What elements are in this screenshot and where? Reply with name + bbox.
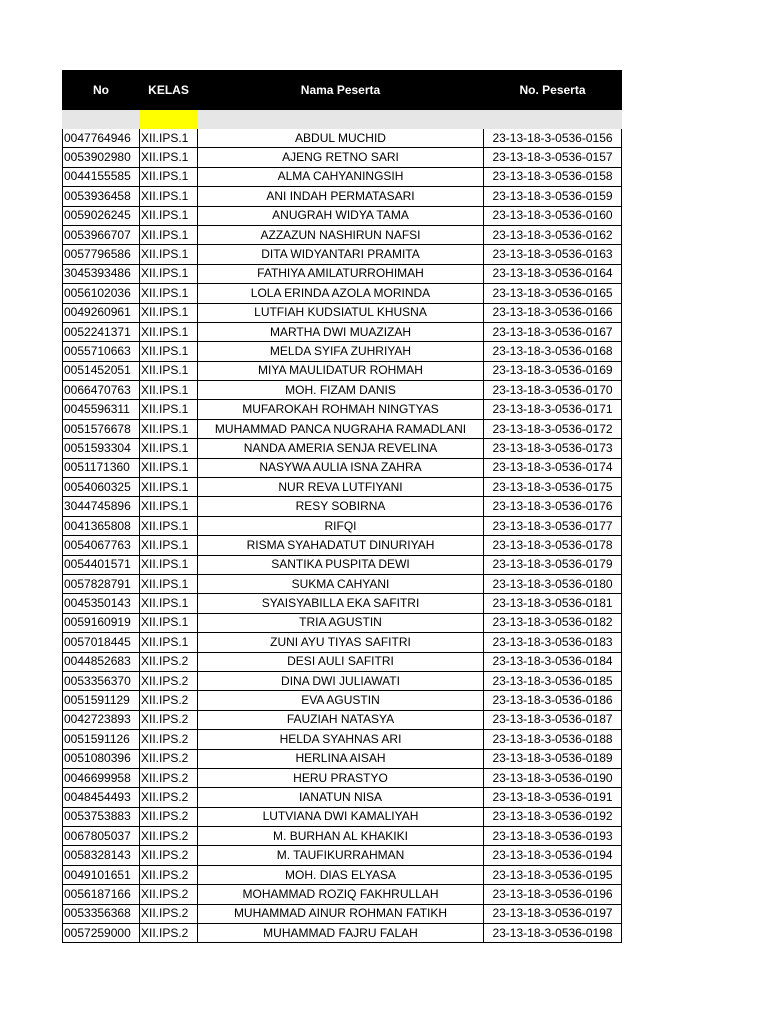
table-row (63, 904, 622, 923)
table-row (63, 555, 622, 574)
cell-nama-peserta: FATHIYA AMILATURROHIMAH (198, 264, 484, 283)
cell-kelas: XII.IPS.1 (140, 264, 198, 283)
cell-no: 0059160919 (63, 613, 140, 632)
cell-no: 3044745896 (63, 497, 140, 516)
table-row (63, 613, 622, 632)
cell-no-peserta: 23-13-18-3-0536-0198 (484, 924, 622, 943)
cell-nama-peserta: ALMA CAHYANINGSIH (198, 167, 484, 186)
table-row (63, 167, 622, 186)
cell-no-peserta: 23-13-18-3-0536-0169 (484, 361, 622, 380)
cell-kelas: XII.IPS.1 (140, 613, 198, 632)
cell-no-peserta: 23-13-18-3-0536-0191 (484, 788, 622, 807)
cell-no: 0051576678 (63, 419, 140, 438)
cell-no-peserta: 23-13-18-3-0536-0178 (484, 536, 622, 555)
cell-no-peserta: 23-13-18-3-0536-0160 (484, 206, 622, 225)
cell-no: 0053936458 (63, 187, 140, 206)
table-row (63, 574, 622, 593)
cell-nama-peserta: SANTIKA PUSPITA DEWI (198, 555, 484, 574)
cell-kelas: XII.IPS.2 (140, 904, 198, 923)
table-row (63, 478, 622, 497)
cell-no: 0044155585 (63, 167, 140, 186)
cell-no: 0051591129 (63, 691, 140, 710)
cell-no-peserta: 23-13-18-3-0536-0156 (484, 129, 622, 148)
cell-kelas: XII.IPS.1 (140, 361, 198, 380)
table-row (63, 187, 622, 206)
cell-no: 0051452051 (63, 361, 140, 380)
table-row (63, 807, 622, 826)
cell-no: 0052241371 (63, 322, 140, 341)
cell-nama-peserta: ANI INDAH PERMATASARI (198, 187, 484, 206)
cell-kelas: XII.IPS.1 (140, 439, 198, 458)
table-row (63, 827, 622, 846)
cell-no: 0057259000 (63, 924, 140, 943)
cell-nama-peserta: MUFAROKAH ROHMAH NINGTYAS (198, 400, 484, 419)
table-row (63, 439, 622, 458)
cell-kelas: XII.IPS.2 (140, 827, 198, 846)
cell-kelas: XII.IPS.1 (140, 342, 198, 361)
cell-no-peserta: 23-13-18-3-0536-0193 (484, 827, 622, 846)
cell-no: 0041365808 (63, 516, 140, 535)
cell-no-peserta: 23-13-18-3-0536-0180 (484, 574, 622, 593)
cell-nama-peserta: DITA WIDYANTARI PRAMITA (198, 245, 484, 264)
cell-kelas: XII.IPS.1 (140, 458, 198, 477)
table-row (63, 245, 622, 264)
cell-nama-peserta: RIFQI (198, 516, 484, 535)
cell-kelas: XII.IPS.2 (140, 749, 198, 768)
cell-nama-peserta: ZUNI AYU TIYAS SAFITRI (198, 633, 484, 652)
cell-no-peserta: 23-13-18-3-0536-0174 (484, 458, 622, 477)
table-row (63, 710, 622, 729)
table-row (63, 594, 622, 613)
cell-nama-peserta: MARTHA DWI MUAZIZAH (198, 322, 484, 341)
cell-kelas: XII.IPS.1 (140, 167, 198, 186)
cell-no-peserta: 23-13-18-3-0536-0188 (484, 730, 622, 749)
table-row (63, 865, 622, 884)
cell-kelas: XII.IPS.1 (140, 536, 198, 555)
cell-kelas: XII.IPS.1 (140, 187, 198, 206)
cell-kelas: XII.IPS.1 (140, 478, 198, 497)
cell-nama-peserta: MOH. DIAS ELYASA (198, 865, 484, 884)
table-row (63, 322, 622, 341)
cell-nama-peserta: LUTVIANA DWI KAMALIYAH (198, 807, 484, 826)
cell-no: 0066470763 (63, 381, 140, 400)
cell-no-peserta: 23-13-18-3-0536-0171 (484, 400, 622, 419)
cell-no-peserta: 23-13-18-3-0536-0166 (484, 303, 622, 322)
cell-kelas: XII.IPS.1 (140, 322, 198, 341)
table-row (63, 400, 622, 419)
cell-no: 0053356370 (63, 671, 140, 690)
cell-kelas: XII.IPS.1 (140, 633, 198, 652)
cell-no: 0051171360 (63, 458, 140, 477)
cell-kelas: XII.IPS.1 (140, 284, 198, 303)
cell-kelas: XII.IPS.2 (140, 768, 198, 787)
table-row (63, 924, 622, 943)
table-row (63, 768, 622, 787)
table-row (63, 284, 622, 303)
cell-nama-peserta: IANATUN NISA (198, 788, 484, 807)
cell-nama-peserta: TRIA AGUSTIN (198, 613, 484, 632)
cell-no-peserta: 23-13-18-3-0536-0165 (484, 284, 622, 303)
header-row (63, 71, 622, 110)
cell-no: 0051080396 (63, 749, 140, 768)
cell-kelas: XII.IPS.2 (140, 924, 198, 943)
table-row (63, 148, 622, 167)
cell-no-peserta: 23-13-18-3-0536-0175 (484, 478, 622, 497)
cell-nama-peserta: LUTFIAH KUDSIATUL KHUSNA (198, 303, 484, 322)
cell-no: 0053902980 (63, 148, 140, 167)
cell-nama-peserta: LOLA ERINDA AZOLA MORINDA (198, 284, 484, 303)
cell-no-peserta: 23-13-18-3-0536-0197 (484, 904, 622, 923)
cell-nama-peserta: EVA AGUSTIN (198, 691, 484, 710)
cell-nama-peserta: SYAISYABILLA EKA SAFITRI (198, 594, 484, 613)
cell-nama-peserta: NUR REVA LUTFIYANI (198, 478, 484, 497)
table-row (63, 536, 622, 555)
cell-no: 0054067763 (63, 536, 140, 555)
cell-kelas: XII.IPS.1 (140, 148, 198, 167)
cell-no: 0057018445 (63, 633, 140, 652)
cell-kelas: XII.IPS.1 (140, 129, 198, 148)
cell-no-peserta: 23-13-18-3-0536-0187 (484, 710, 622, 729)
cell-no: 0055710663 (63, 342, 140, 361)
cell-no: 0045596311 (63, 400, 140, 419)
header-nama-peserta: Nama Peserta (198, 71, 484, 110)
table-row (63, 419, 622, 438)
table-row (63, 497, 622, 516)
cell-nama-peserta: HERU PRASTYO (198, 768, 484, 787)
cell-no: 0046699958 (63, 768, 140, 787)
table-row (63, 516, 622, 535)
cell-nama-peserta: FAUZIAH NATASYA (198, 710, 484, 729)
cell-no-peserta: 23-13-18-3-0536-0192 (484, 807, 622, 826)
cell-kelas: XII.IPS.2 (140, 730, 198, 749)
cell-nama-peserta: DINA DWI JULIAWATI (198, 671, 484, 690)
cell-nama-peserta: RISMA SYAHADATUT DINURIYAH (198, 536, 484, 555)
cell-kelas: XII.IPS.1 (140, 381, 198, 400)
cell-kelas: XII.IPS.1 (140, 497, 198, 516)
cell-no-peserta: 23-13-18-3-0536-0172 (484, 419, 622, 438)
cell-nama-peserta: M. TAUFIKURRAHMAN (198, 846, 484, 865)
cell-no: 0048454493 (63, 788, 140, 807)
cell-nama-peserta: NASYWA AULIA ISNA ZAHRA (198, 458, 484, 477)
cell-no-peserta: 23-13-18-3-0536-0183 (484, 633, 622, 652)
cell-nama-peserta: MOHAMMAD ROZIQ FAKHRULLAH (198, 885, 484, 904)
table-row (63, 264, 622, 283)
cell-no: 0057796586 (63, 245, 140, 264)
cell-no: 0053753883 (63, 807, 140, 826)
cell-no-peserta: 23-13-18-3-0536-0181 (484, 594, 622, 613)
cell-kelas: XII.IPS.1 (140, 225, 198, 244)
cell-no: 0053356368 (63, 904, 140, 923)
cell-nama-peserta: NANDA AMERIA SENJA REVELINA (198, 439, 484, 458)
table-row (63, 633, 622, 652)
header-no: No (63, 71, 140, 110)
table-row (63, 730, 622, 749)
cell-nama-peserta: MUHAMMAD PANCA NUGRAHA RAMADLANI (198, 419, 484, 438)
cell-nama-peserta: MUHAMMAD AINUR ROHMAN FATIKH (198, 904, 484, 923)
table-row (63, 458, 622, 477)
cell-nama-peserta: HERLINA AISAH (198, 749, 484, 768)
highlighted-cell (140, 110, 198, 129)
cell-no-peserta: 23-13-18-3-0536-0184 (484, 652, 622, 671)
cell-no: 0056102036 (63, 284, 140, 303)
cell-nama-peserta: MIYA MAULIDATUR ROHMAH (198, 361, 484, 380)
cell-nama-peserta: MOH. FIZAM DANIS (198, 381, 484, 400)
cell-no: 0045350143 (63, 594, 140, 613)
cell-nama-peserta: ABDUL MUCHID (198, 129, 484, 148)
cell-no-peserta: 23-13-18-3-0536-0176 (484, 497, 622, 516)
cell-kelas: XII.IPS.2 (140, 788, 198, 807)
cell-nama-peserta: M. BURHAN AL KHAKIKI (198, 827, 484, 846)
cell-no-peserta: 23-13-18-3-0536-0158 (484, 167, 622, 186)
table-row (63, 691, 622, 710)
cell-no: 3045393486 (63, 264, 140, 283)
cell-no-peserta: 23-13-18-3-0536-0168 (484, 342, 622, 361)
cell-no: 0051591126 (63, 730, 140, 749)
table-row (63, 381, 622, 400)
cell-no: 0056187166 (63, 885, 140, 904)
cell-no-peserta: 23-13-18-3-0536-0186 (484, 691, 622, 710)
blank-cell (63, 110, 140, 129)
cell-no: 0049101651 (63, 865, 140, 884)
table-row (63, 342, 622, 361)
cell-no: 0054401571 (63, 555, 140, 574)
cell-no-peserta: 23-13-18-3-0536-0173 (484, 439, 622, 458)
cell-nama-peserta: RESY SOBIRNA (198, 497, 484, 516)
cell-kelas: XII.IPS.2 (140, 885, 198, 904)
cell-nama-peserta: HELDA SYAHNAS ARI (198, 730, 484, 749)
cell-no: 0049260961 (63, 303, 140, 322)
cell-kelas: XII.IPS.2 (140, 652, 198, 671)
table-row (63, 846, 622, 865)
cell-kelas: XII.IPS.1 (140, 555, 198, 574)
cell-no-peserta: 23-13-18-3-0536-0177 (484, 516, 622, 535)
cell-nama-peserta: MELDA SYIFA ZUHRIYAH (198, 342, 484, 361)
cell-no-peserta: 23-13-18-3-0536-0195 (484, 865, 622, 884)
cell-nama-peserta: DESI AULI SAFITRI (198, 652, 484, 671)
cell-no-peserta: 23-13-18-3-0536-0185 (484, 671, 622, 690)
cell-no: 0059026245 (63, 206, 140, 225)
cell-no-peserta: 23-13-18-3-0536-0182 (484, 613, 622, 632)
cell-nama-peserta: AZZAZUN NASHIRUN NAFSI (198, 225, 484, 244)
table-row (63, 303, 622, 322)
table-row (63, 671, 622, 690)
cell-no: 0054060325 (63, 478, 140, 497)
table-row (63, 361, 622, 380)
cell-no-peserta: 23-13-18-3-0536-0157 (484, 148, 622, 167)
cell-kelas: XII.IPS.1 (140, 594, 198, 613)
cell-kelas: XII.IPS.2 (140, 691, 198, 710)
cell-no-peserta: 23-13-18-3-0536-0179 (484, 555, 622, 574)
cell-kelas: XII.IPS.2 (140, 807, 198, 826)
table-row (63, 885, 622, 904)
cell-no-peserta: 23-13-18-3-0536-0190 (484, 768, 622, 787)
cell-nama-peserta: ANUGRAH WIDYA TAMA (198, 206, 484, 225)
cell-kelas: XII.IPS.2 (140, 846, 198, 865)
cell-no: 0047764946 (63, 129, 140, 148)
cell-kelas: XII.IPS.1 (140, 400, 198, 419)
cell-no-peserta: 23-13-18-3-0536-0167 (484, 322, 622, 341)
cell-no-peserta: 23-13-18-3-0536-0164 (484, 264, 622, 283)
cell-no: 0044852683 (63, 652, 140, 671)
blank-row (63, 110, 622, 129)
cell-no: 0067805037 (63, 827, 140, 846)
cell-kelas: XII.IPS.2 (140, 865, 198, 884)
cell-no: 0051593304 (63, 439, 140, 458)
cell-kelas: XII.IPS.1 (140, 419, 198, 438)
cell-no: 0042723893 (63, 710, 140, 729)
cell-no: 0053966707 (63, 225, 140, 244)
cell-no: 0058328143 (63, 846, 140, 865)
cell-no-peserta: 23-13-18-3-0536-0159 (484, 187, 622, 206)
header-no-peserta: No. Peserta (484, 71, 622, 110)
cell-nama-peserta: MUHAMMAD FAJRU FALAH (198, 924, 484, 943)
cell-kelas: XII.IPS.1 (140, 206, 198, 225)
cell-no-peserta: 23-13-18-3-0536-0189 (484, 749, 622, 768)
table-row (63, 206, 622, 225)
cell-kelas: XII.IPS.1 (140, 245, 198, 264)
participants-table (62, 70, 622, 943)
cell-kelas: XII.IPS.1 (140, 574, 198, 593)
cell-no-peserta: 23-13-18-3-0536-0194 (484, 846, 622, 865)
cell-no-peserta: 23-13-18-3-0536-0196 (484, 885, 622, 904)
header-kelas: KELAS (140, 71, 198, 110)
table-row (63, 788, 622, 807)
cell-kelas: XII.IPS.1 (140, 516, 198, 535)
blank-cell (484, 110, 622, 129)
table-row (63, 225, 622, 244)
cell-nama-peserta: AJENG RETNO SARI (198, 148, 484, 167)
table-row (63, 129, 622, 148)
cell-no-peserta: 23-13-18-3-0536-0162 (484, 225, 622, 244)
cell-nama-peserta: SUKMA CAHYANI (198, 574, 484, 593)
cell-kelas: XII.IPS.2 (140, 710, 198, 729)
cell-no: 0057828791 (63, 574, 140, 593)
cell-kelas: XII.IPS.2 (140, 671, 198, 690)
cell-kelas: XII.IPS.1 (140, 303, 198, 322)
blank-cell (198, 110, 484, 129)
table-row (63, 749, 622, 768)
cell-no-peserta: 23-13-18-3-0536-0163 (484, 245, 622, 264)
table-row (63, 652, 622, 671)
cell-no-peserta: 23-13-18-3-0536-0170 (484, 381, 622, 400)
